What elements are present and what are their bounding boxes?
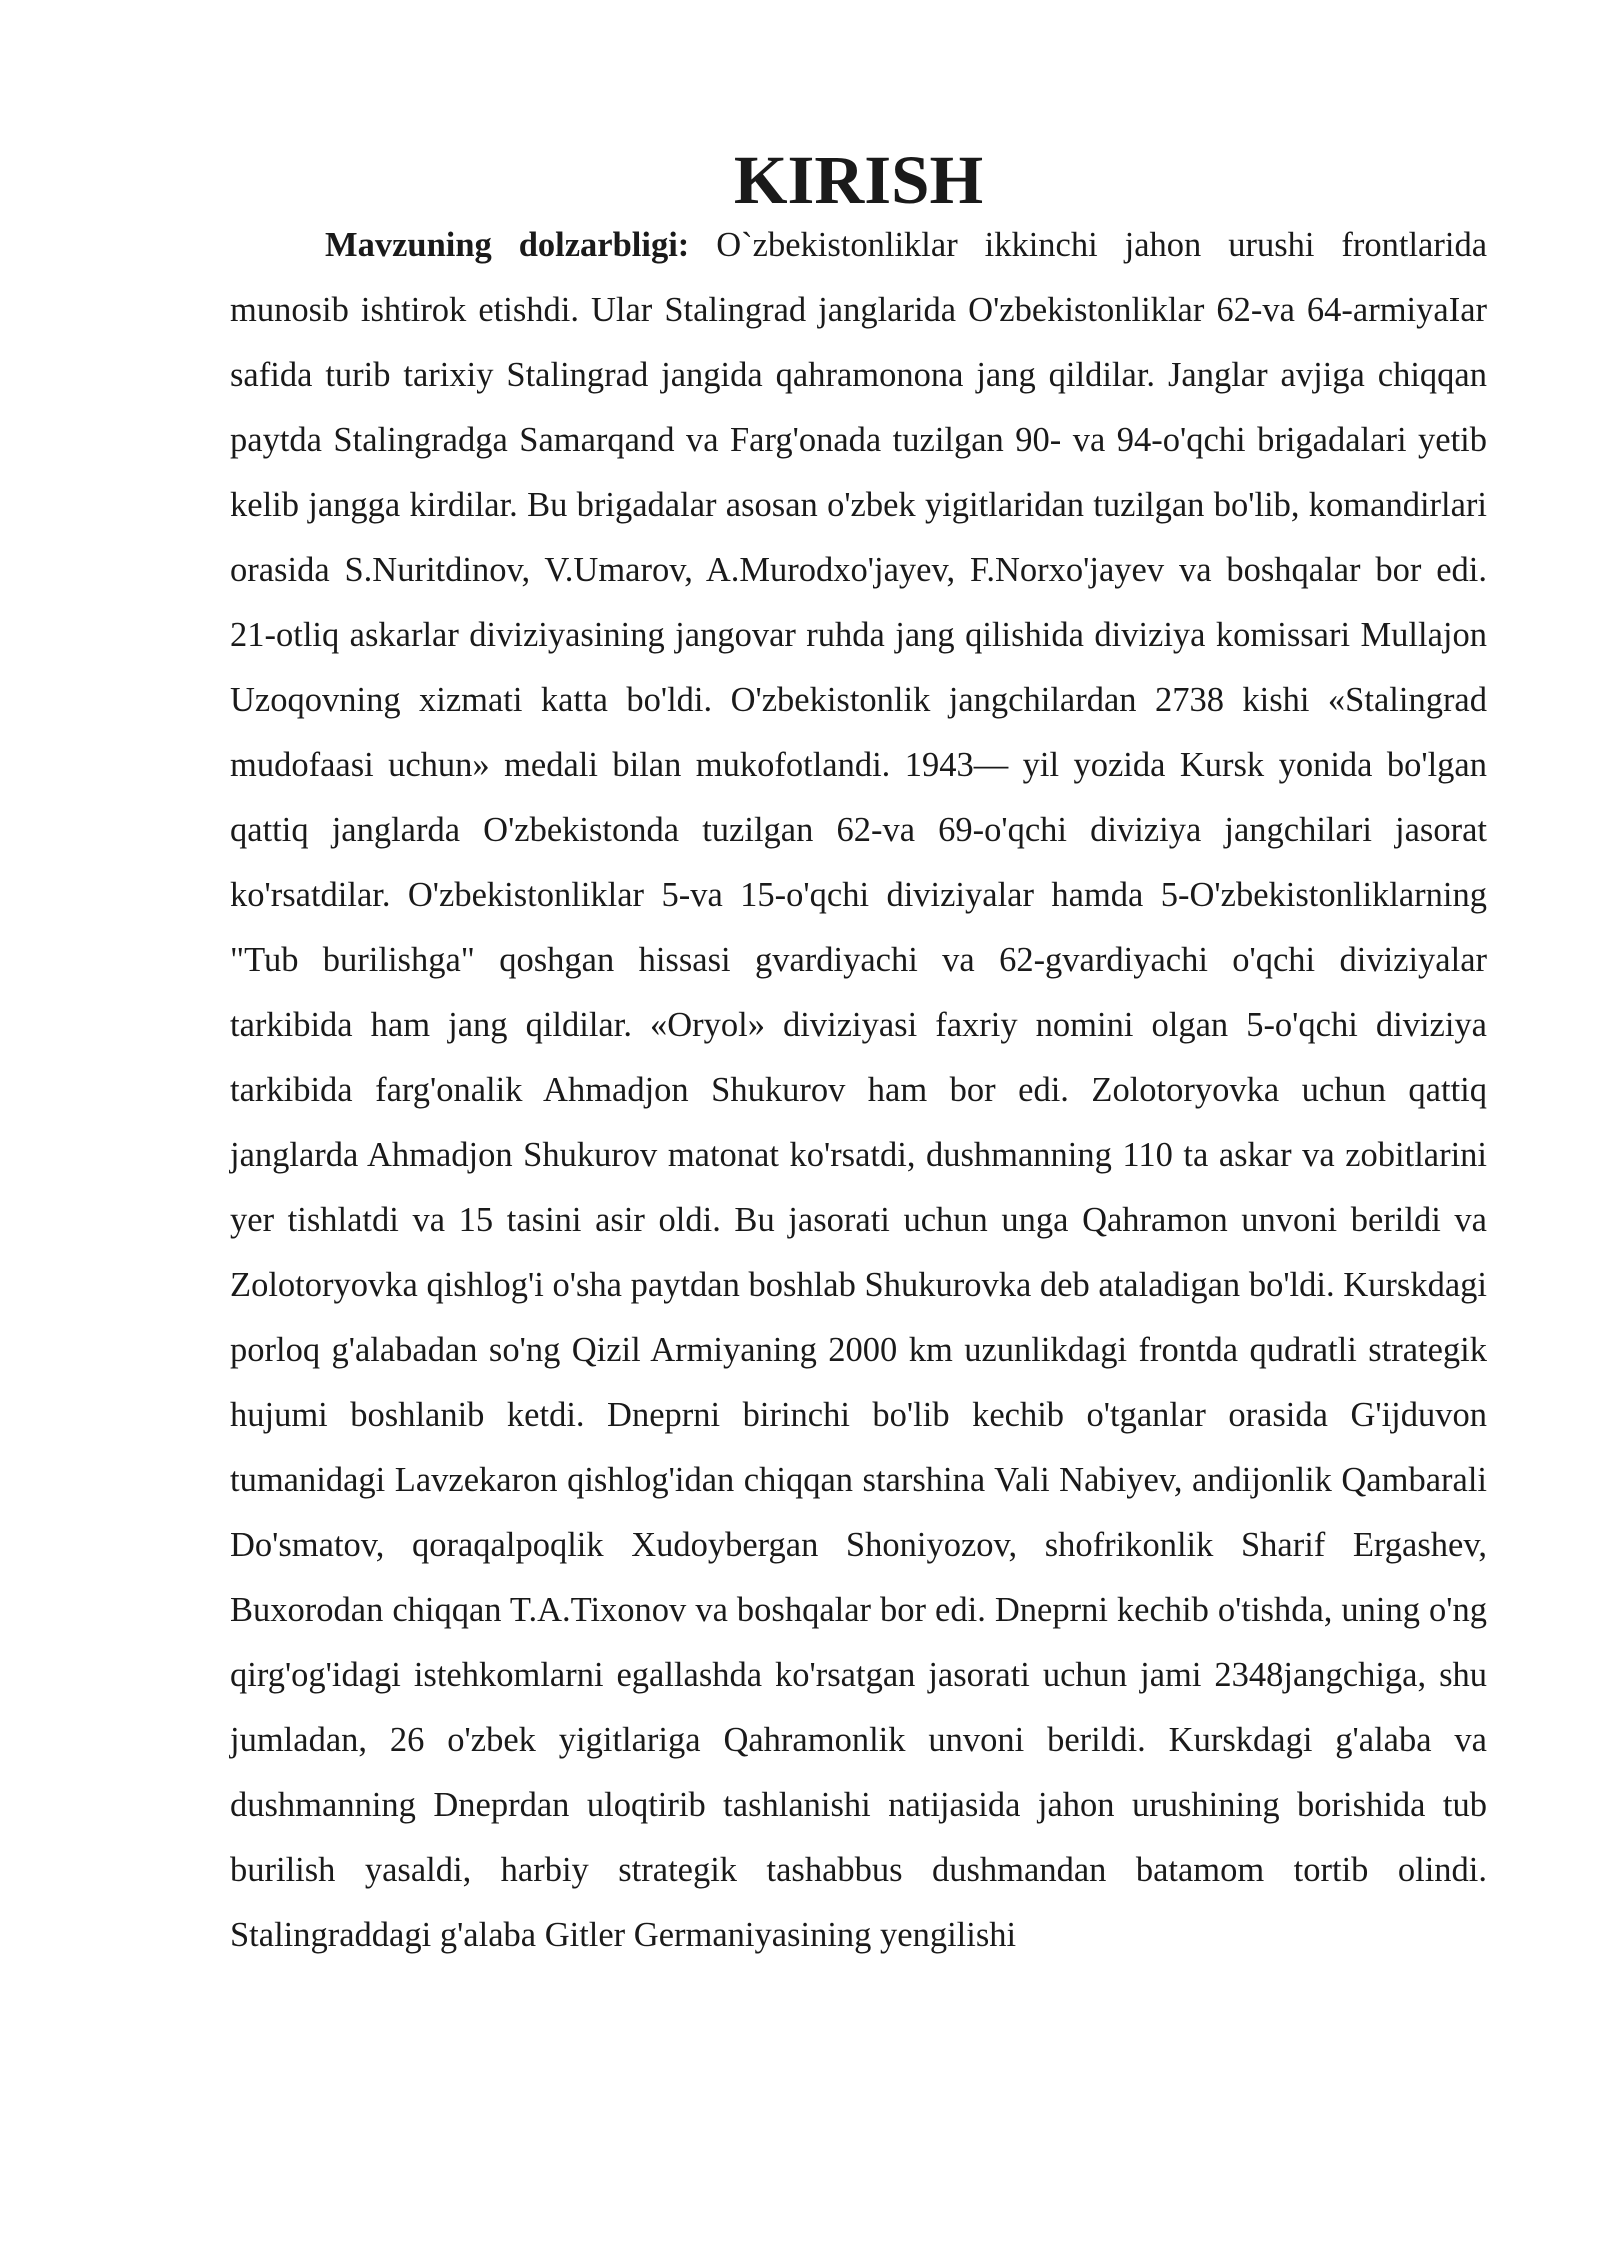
- body-paragraph: [230, 213, 1487, 1968]
- paragraph-text: O`zbekistonliklar ikkinchi jahon urushi frontlarida munosib ishtirok etishdi. Ular Stalingrad janglarida O'zbekistonliklar 62-va 64-armiyaIar safida turib tarixiy Stalingrad jangida qahramonona jang qildilar. Janglar avjiga chiqqan paytda Stalingradga Samarqand va Farg'onada tuzilgan 90- va 94-o'qchi brigadalari yetib kelib jangga kirdilar. Bu brigadalar asosan o'zbek yigitlaridan tuzilgan bo'lib, komandirlari orasida S.Nuritdinov, V.Umarov, A.Murodxo'jayev, F.Norxo'jayev va boshqalar bor edi. 21-otliq askarlar diviziyasining jangovar ruhda jang qilishida diviziya komissari Mullajon Uzoqovning xizmati katta bo'ldi. O'zbekistonlik jangchilardan 2738 kishi «Stalingrad mudofaasi uchun» medali bilan mukofotlandi. 1943— yil yozida Kursk yonida bo'lgan qattiq janglarda O'zbekistonda tuzilgan 62-va 69-o'qchi diviziya jangchilari jasorat ko'rsatdilar. O'zbekistonliklar 5-va 15-o'qchi diviziyalar hamda 5-O'zbekistonliklarning "Tub burilishga" qoshgan hissasi gvardiyachi va 62-gvardiyachi o'qchi diviziyalar tarkibida ham jang qildilar. «Oryol» diviziyasi faxriy nomini olgan 5-o'qchi diviziya tarkibida farg'onalik Ahmadjon Shukurov ham bor edi. Zolotoryovka uchun qattiq janglarda Ahmadjon Shukurov matonat ko'rsatdi, dushmanning 110 ta askar va zobitlarini yer tishlatdi va 15 tasini asir oldi. Bu jasorati uchun unga Qahramon unvoni berildi va Zolotoryovka qishlog'i o'sha paytdan boshlab Shukurovka deb ataladigan bo'ldi. Kurskdagi porloq g'alabadan so'ng Qizil Armiyaning 2000 km uzunlikdagi frontda qudratli strategik hujumi boshlanib ketdi. Dneprni birinchi bo'lib kechib o'tganlar orasida G'ijduvon tumanidagi Lavzekaron qishlog'idan chiqqan starshina Vali Nabiyev, andijonlik Qambarali Do'smatov, qoraqalpoqlik Xudoybergan Shoniyozov, shofrikonlik Sharif Ergashev, Buxorodan chiqqan T.A.Tixonov va boshqalar bor edi. Dneprni kechib o'tishda, uning o'ng qirg'og'idagi istehkomlarni egallashda ko'rsatgan jasorati uchun jami 2348jangchiga, shu jumladan, 26 o'zbek yigitlariga Qahramonlik unvoni berildi. Kurskdagi g'alaba va dushmanning Dneprdan uloqtirib tashlanishi natijasida jahon urushining borishida tub burilish yasaldi, harbiy strategik tashabbus dushmandan batamom tortib olindi. Stalingraddagi g'alaba Gitler Germaniyasining yengilishi: [230, 226, 1488, 1954]
- page-title: KIRISH: [733, 142, 984, 218]
- document-content: [230, 142, 1488, 1968]
- lead-label: Mavzuning dolzarbligi:: [325, 226, 690, 264]
